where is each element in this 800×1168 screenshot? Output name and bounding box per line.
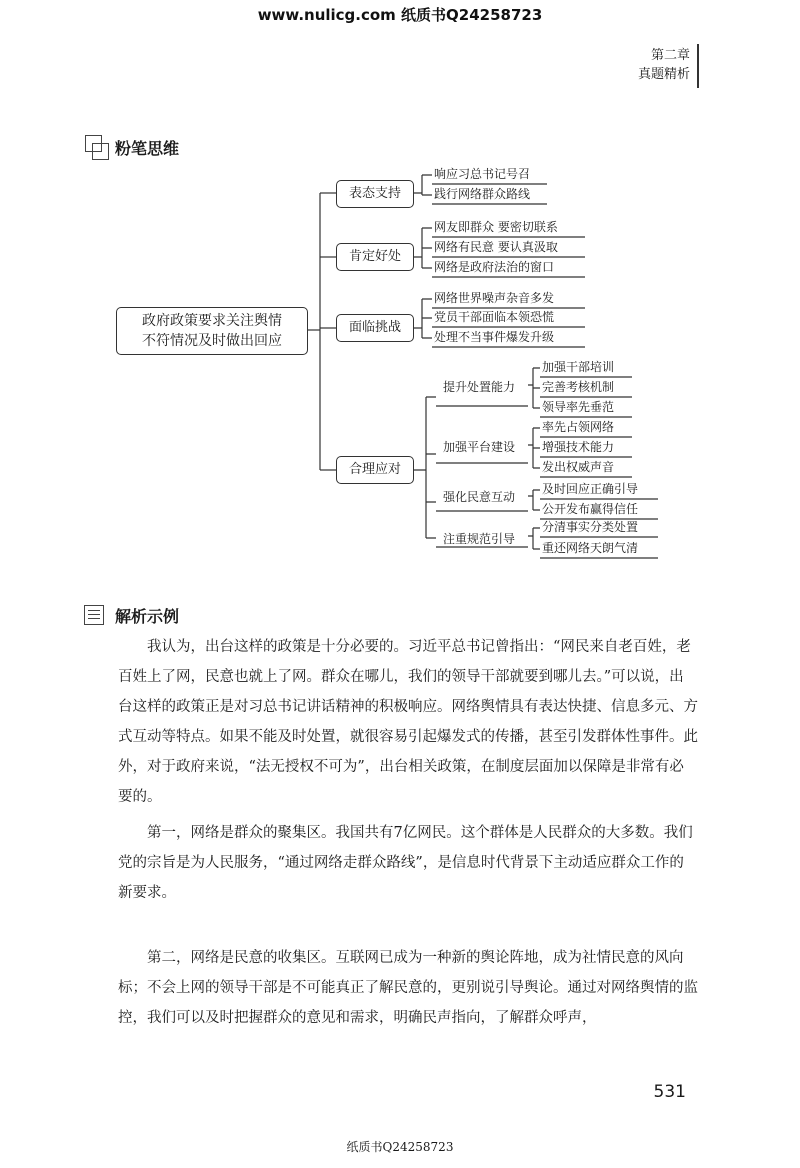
mindmap-root xyxy=(116,307,308,355)
page-number: 531 xyxy=(653,1082,686,1102)
mindmap-sub-interaction: 强化民意互动 xyxy=(443,490,516,504)
mindmap-leaf: 分清事实分类处置 xyxy=(542,520,639,534)
mindmap-leaf: 及时回应正确引导 xyxy=(542,482,639,496)
chapter-number: 第二章 xyxy=(650,48,690,63)
mindmap-sub-guidance: 注重规范引导 xyxy=(443,532,516,546)
analysis-title: 解析示例 xyxy=(115,607,180,626)
mindmap-leaf: 公开发布赢得信任 xyxy=(542,502,639,516)
mindmap-sub-capability: 提升处置能力 xyxy=(443,380,516,394)
mindmap-root-line1: 政府政策要求关注舆情 xyxy=(142,313,282,329)
paragraph: 第二，网络是民意的收集区。互联网已成为一种新的舆论阵地，成为社情民意的风向标；不会上网的领导干部是不可能真正了解民意的，更别说引导舆论。通过对网络舆情的监控，我们可以及时把握群众的意见和需求，明确民声指向，了解群众呼声， xyxy=(118,950,698,1026)
mindmap-leaf: 网络世界噪声杂音多发 xyxy=(434,291,555,305)
mindmap-leaf: 网络有民意 要认真汲取 xyxy=(434,240,558,254)
mindmap-leaf: 发出权威声音 xyxy=(542,460,615,474)
mindmap-leaf: 践行网络群众路线 xyxy=(434,187,531,201)
mindmap-branch-response: 合理应对 xyxy=(336,456,414,484)
mindmap-leaf: 加强干部培训 xyxy=(542,360,615,374)
chapter-section: 真题精析 xyxy=(637,67,690,82)
mindmap-sub-platform: 加强平台建设 xyxy=(443,440,516,454)
paragraph: 我认为，出台这样的政策是十分必要的。习近平总书记曾指出：“网民来自老百姓，老百姓上了网，民意也就上了网。群众在哪儿，我们的领导干部就要到哪儿去。”可以说，出台这样的政策正是对习总书记讲话精神的积极响应。网络舆情具有表达快捷、信息多元、方式互动等特点。如果不能及时处置，就很容易引起爆发式的传播，甚至引发群体性事件。此外，对于政府来说，“法无授权不可为”，出台相关政策，在制度层面加以保障是非常有必要的。 xyxy=(118,639,698,805)
mindmap-branch-support: 表态支持 xyxy=(336,180,414,208)
analysis-section-icon xyxy=(84,605,104,625)
watermark-header: www.nulicg.com 纸质书Q24258723 xyxy=(257,6,543,24)
mindmap-leaf: 领导率先垂范 xyxy=(542,400,615,414)
paragraph: 第一，网络是群众的聚集区。我国共有7亿网民。这个群体是人民群众的大多数。我们党的宗旨是为人民服务，“通过网络走群众路线”，是信息时代背景下主动适应群众工作的新要求。 xyxy=(118,825,693,901)
mindmap-branch-challenges: 面临挑战 xyxy=(336,314,414,342)
mindmap-leaf: 处理不当事件爆发升级 xyxy=(434,330,555,344)
footer-watermark: 纸质书Q24258723 xyxy=(346,1140,454,1154)
mindmap-leaf: 增强技术能力 xyxy=(542,440,615,454)
mindmap-leaf: 重还网络天朗气清 xyxy=(542,541,639,555)
mindmap-leaf: 党员干部面临本领恐慌 xyxy=(434,310,555,324)
mindmap-leaf: 网友即群众 要密切联系 xyxy=(434,220,558,234)
mindmap-leaf: 率先占领网络 xyxy=(542,420,615,434)
mindmap-leaf: 网络是政府法治的窗口 xyxy=(434,260,555,274)
mindmap-leaf: 完善考核机制 xyxy=(542,380,615,394)
mindmap-branch-benefits: 肯定好处 xyxy=(336,243,414,271)
mindmap-title: 粉笔思维 xyxy=(115,139,180,158)
mindmap-leaf: 响应习总书记号召 xyxy=(434,167,531,181)
mindmap-root-line2: 不符情况及时做出回应 xyxy=(142,333,282,349)
